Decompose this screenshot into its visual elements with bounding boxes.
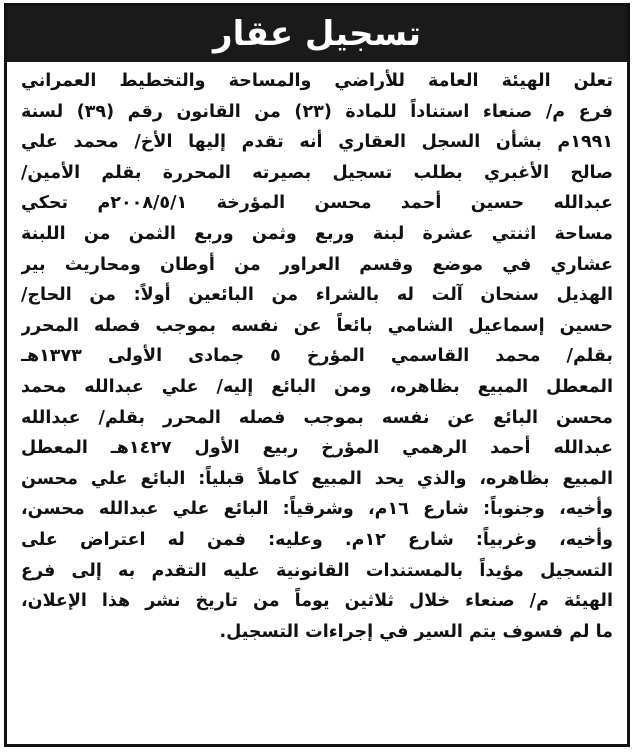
notice-body xyxy=(21,66,613,647)
notice-line: حسين إسماعيل الشامي بائعاً عن نفسه بموجب فصله المحرر xyxy=(21,315,613,336)
notice-line: صالح الأغبري بطلب تسجيل بصيرته المحررة بقلم الأمين/ xyxy=(21,162,613,183)
property-registration-notice xyxy=(4,3,630,747)
notice-line: ما لم فسوف يتم السير في إجراءات التسجيل. xyxy=(219,621,613,642)
notice-line: محسن البائع عن نفسه بموجب فصله المحرر بقلم/ عبدالله xyxy=(21,407,613,428)
notice-line: عبدالله حسين أحمد محسن المؤرخة ٢٠٠٨/٥/١م تحكي xyxy=(21,193,613,214)
notice-line: وأخيه، وغربياً: شارع ١٢م. وعليه: فمن له اعتراض على xyxy=(21,529,613,550)
notice-line: ١٩٩١م بشأن السجل العقاري أنه تقدم إليها الأخ/ محمد علي xyxy=(21,132,613,153)
notice-title: تسجيل عقار xyxy=(7,6,627,62)
notice-line: الهيئة م/ صنعاء خلال ثلاثين يوماً من تاريخ نشر هذا الإعلان، xyxy=(21,591,613,612)
notice-line: مساحة اثنتي عشرة لبنة وربع وثمن وربع الثمن من اللبنة xyxy=(21,223,613,244)
notice-line: الهذيل سنحان آلت له بالشراء من البائعين أولاً: من الحاج/ xyxy=(21,285,613,306)
notice-line: بقلم/ محمد القاسمي المؤرخ ٥ جمادى الأولى ١٣٧٣هـ xyxy=(21,346,613,367)
notice-line: التسجيل مؤيداً بالمستندات القانونية عليه التقدم به إلى فرع xyxy=(21,560,613,581)
notice-line: فرع م/ صنعاء استناداً للمادة (٢٣) من القانون رقم (٣٩) لسنة xyxy=(21,101,613,122)
notice-line: وأخيه، وجنوباً: شارع ١٦م، وشرقياً: البائع علي عبدالله محسن، xyxy=(21,499,613,520)
notice-line: المبيع بظاهره، والذي يحد المبيع كاملاً قبلياً: البائع علي محسن xyxy=(21,468,613,489)
notice-line: عبدالله أحمد الرهمي المؤرخ ربيع الأول ١٤٢٧هـ المعطل xyxy=(21,438,613,459)
notice-line: عشاري في موضع وقسم العراور من أوطان ومحاريث بير xyxy=(21,254,613,275)
notice-line: المعطل المبيع بظاهره، ومن البائع إليه/ علي عبدالله محمد xyxy=(21,376,613,397)
notice-line: تعلن الهيئة العامة للأراضي والمساحة والتخطيط العمراني xyxy=(21,71,613,91)
